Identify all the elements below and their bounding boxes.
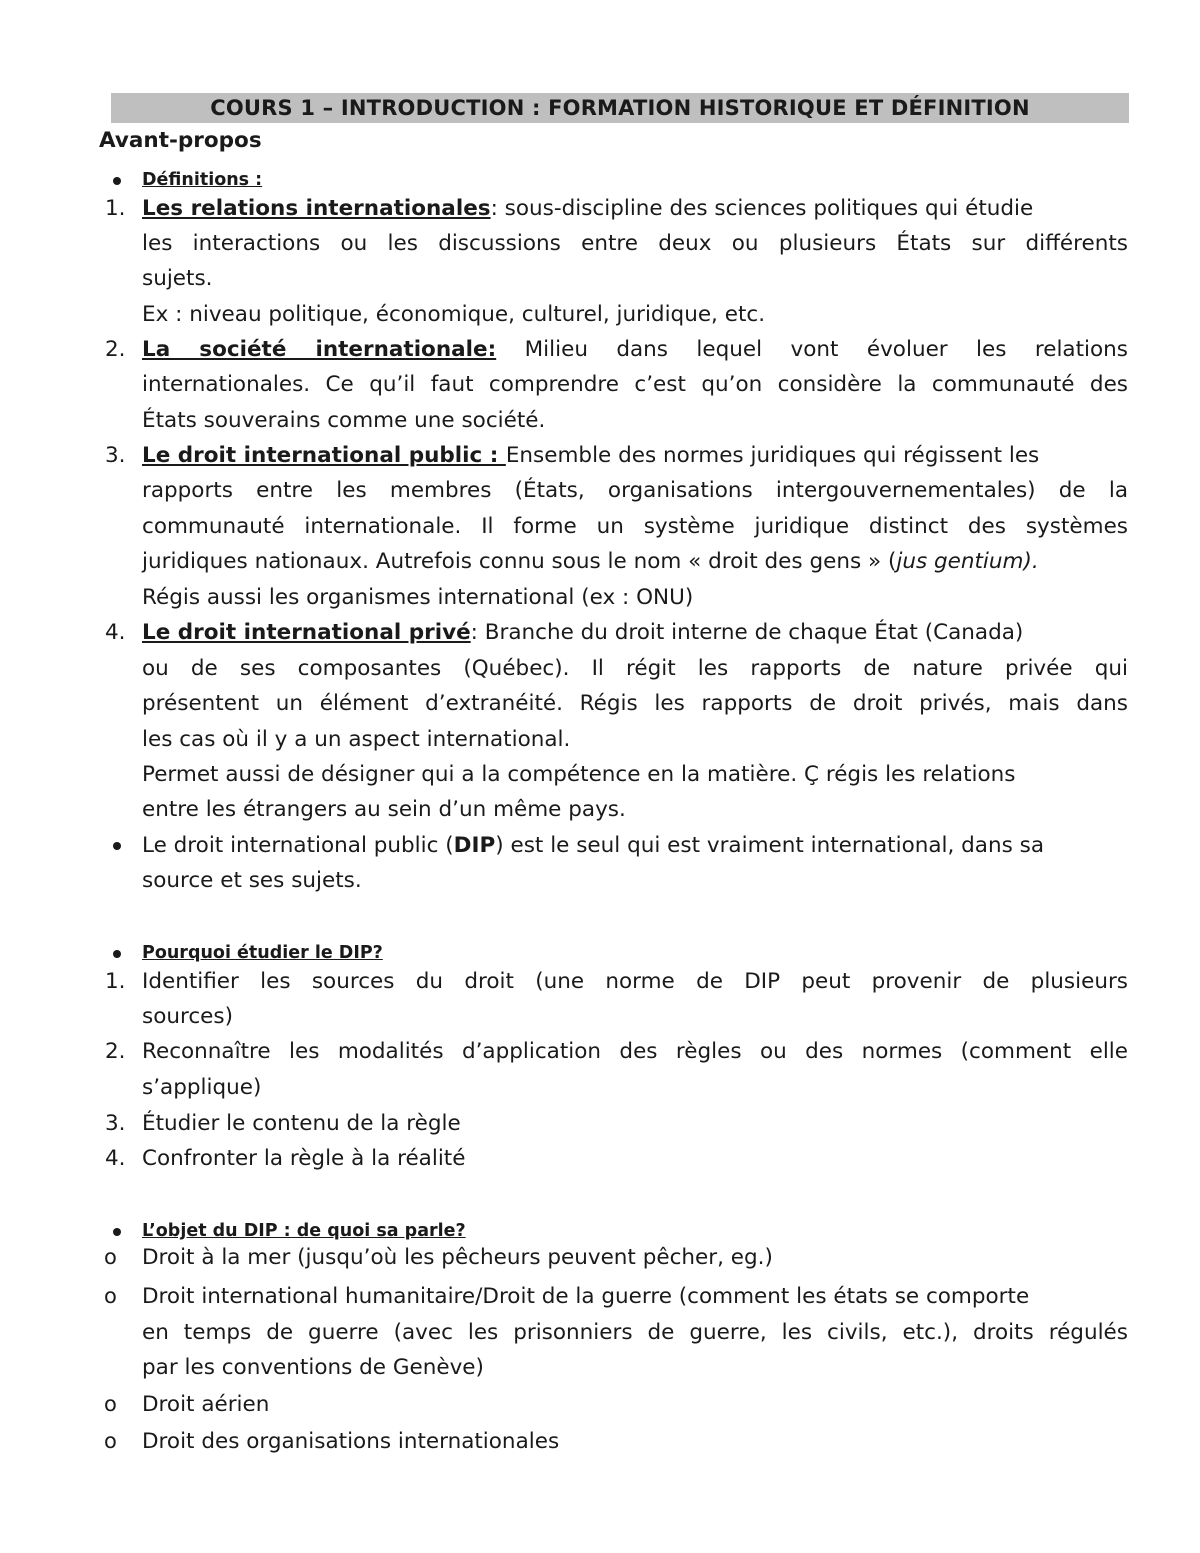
list-item-line: Régis aussi les organismes international (ex : ONU) [142, 585, 694, 610]
list-item-line: juridiques nationaux. Autrefois connu sous le nom « droit des gens » (jus gentium). [142, 549, 1039, 574]
list-number: 3. [105, 443, 126, 468]
list-item-line: Reconnaître les modalités d’application des règles ou des normes (comment elle [142, 1039, 1128, 1064]
list-item-line: Le droit international public : Ensemble des normes juridiques qui régissent les [142, 443, 1040, 468]
list-item-line: par les conventions de Genève) [142, 1355, 484, 1380]
term-dip-prive: Le droit international privé [142, 620, 471, 645]
circle-bullet-icon: o [104, 1429, 117, 1453]
list-number: 4. [105, 620, 126, 645]
list-number: 1. [105, 969, 126, 994]
list-item-line: en temps de guerre (avec les prisonniers de guerre, les civils, etc.), droits régulés [142, 1320, 1128, 1345]
list-item-line: Droit à la mer (jusqu’où les pêcheurs peuvent pêcher, eg.) [142, 1245, 773, 1270]
list-number: 3. [105, 1111, 126, 1136]
term-dip-public: Le droit international public : [142, 443, 506, 468]
term-societe: La société internationale: [142, 337, 497, 362]
list-item-line: Confronter la règle à la réalité [142, 1146, 466, 1171]
list-number: 4. [105, 1146, 126, 1171]
bullet-icon [113, 177, 121, 185]
list-item-line: s’applique) [142, 1075, 262, 1100]
term-relations: Les relations internationales [142, 196, 491, 221]
list-item-line: Étudier le contenu de la règle [142, 1111, 461, 1136]
circle-bullet-icon: o [104, 1284, 117, 1308]
list-number: 2. [105, 1039, 126, 1064]
list-item-line: communauté internationale. Il forme un système juridique distinct des systèmes [142, 514, 1128, 539]
list-item-line: Droit international humanitaire/Droit de la guerre (comment les états se comporte [142, 1284, 1030, 1309]
list-number: 2. [105, 337, 126, 362]
list-item-line: sources) [142, 1004, 233, 1029]
list-item-line: présentent un élément d’extranéité. Régis les rapports de droit privés, mais dans [142, 691, 1128, 716]
note-line: Le droit international public (DIP) est le seul qui est vraiment international, dans sa [142, 833, 1045, 858]
list-item-line: internationales. Ce qu’il faut comprendre c’est qu’on considère la communauté des [142, 372, 1128, 397]
circle-bullet-icon: o [104, 1392, 117, 1416]
list-item-line: La société internationale: Milieu dans lequel vont évoluer les relations [142, 337, 1128, 362]
bullet-icon [113, 950, 121, 958]
note-line: source et ses sujets. [142, 868, 362, 893]
list-item-line: Droit aérien [142, 1392, 270, 1417]
list-item-line: les cas où il y a un aspect international. [142, 727, 571, 752]
list-item-line: Identifier les sources du droit (une norme de DIP peut provenir de plusieurs [142, 969, 1128, 994]
list-item-line: Les relations internationales: sous-discipline des sciences politiques qui étudie [142, 196, 1034, 221]
list-number: 1. [105, 196, 126, 221]
section-heading: Avant-propos [99, 128, 262, 153]
page-title-text: COURS 1 – INTRODUCTION : FORMATION HISTORIQUE ET DÉFINITION [210, 96, 1030, 120]
circle-bullet-icon: o [104, 1245, 117, 1269]
list-item-line: ou de ses composantes (Québec). Il régit les rapports de nature privée qui [142, 656, 1128, 681]
definitions-label: Définitions : [142, 170, 263, 190]
bullet-icon [113, 842, 121, 850]
list-item-line: Droit des organisations internationales [142, 1429, 560, 1454]
list-item-line: entre les étrangers au sein d’un même pays. [142, 797, 626, 822]
bullet-icon [113, 1228, 121, 1236]
list-item-line: les interactions ou les discussions entre deux ou plusieurs États sur différents [142, 231, 1128, 256]
why-study-label: Pourquoi étudier le DIP? [142, 943, 383, 963]
list-item-line: États souverains comme une société. [142, 408, 546, 433]
page-title [111, 93, 1129, 123]
list-item-line: Le droit international privé: Branche du droit interne de chaque État (Canada) [142, 620, 1024, 645]
list-item-line: rapports entre les membres (États, organisations intergouvernementales) de la [142, 478, 1128, 503]
list-item-line: sujets. [142, 266, 213, 291]
list-item-line: Permet aussi de désigner qui a la compétence en la matière. Ç régis les relations [142, 762, 1016, 787]
list-item-line: Ex : niveau politique, économique, culturel, juridique, etc. [142, 302, 766, 327]
object-label: L’objet du DIP : de quoi sa parle? [142, 1221, 466, 1241]
